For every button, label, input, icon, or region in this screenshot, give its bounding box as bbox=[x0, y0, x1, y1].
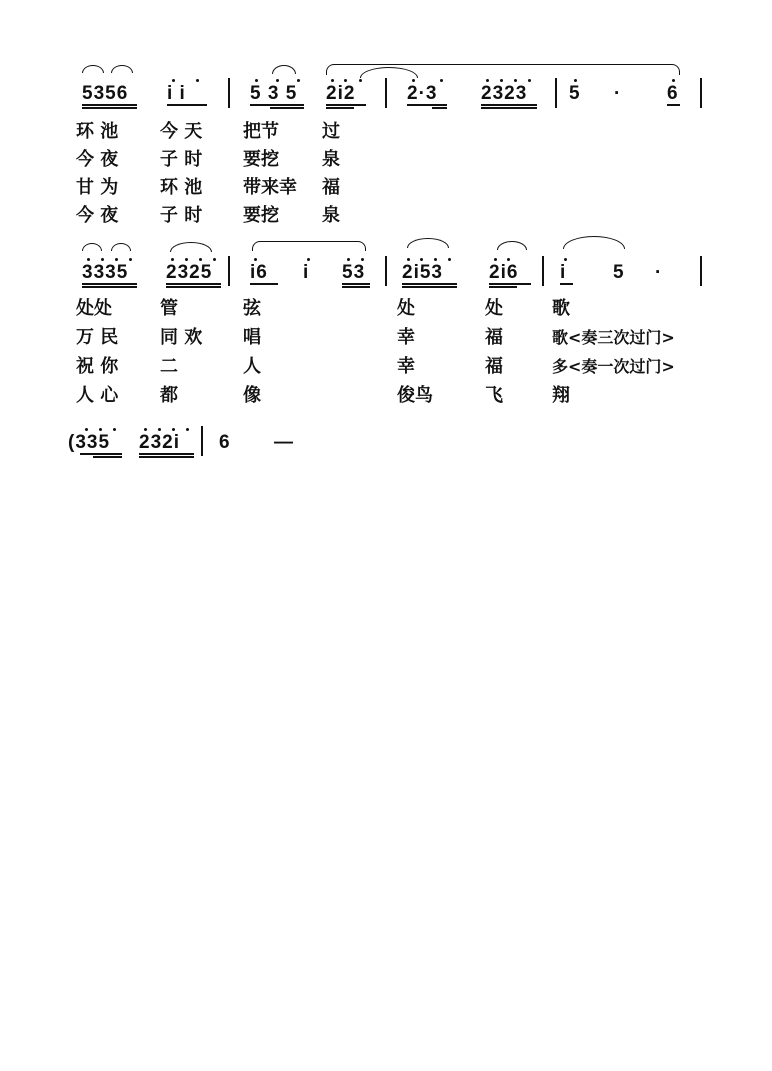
dot-extension: · bbox=[655, 262, 663, 283]
note: i bbox=[303, 262, 310, 283]
note: 5 bbox=[569, 83, 581, 104]
note-group: 2323 bbox=[481, 83, 528, 104]
note-group: (335 bbox=[68, 432, 111, 453]
lyric: 子 时 bbox=[160, 205, 203, 226]
lyric: 飞 bbox=[485, 385, 503, 406]
lyric: 泉 bbox=[322, 205, 340, 226]
note: i bbox=[560, 262, 567, 283]
lyric: 处处 bbox=[76, 298, 112, 319]
dash-extension: — bbox=[274, 432, 294, 453]
lyric: 处 bbox=[397, 298, 415, 319]
lyric: 俊鸟 bbox=[397, 385, 433, 406]
lyric: 翔 bbox=[552, 385, 570, 406]
lyric: 带来幸 bbox=[243, 177, 297, 198]
barline bbox=[228, 78, 230, 108]
note-group: 2325 bbox=[166, 262, 213, 283]
note-group: 2i6 bbox=[489, 262, 519, 283]
lyric: 要挖 bbox=[243, 149, 279, 170]
lyric: 唱 bbox=[243, 327, 261, 348]
lyric: 要挖 bbox=[243, 205, 279, 226]
slur bbox=[82, 65, 104, 73]
note-group: i6 bbox=[250, 262, 268, 283]
note-group: i i bbox=[167, 83, 186, 104]
barline bbox=[555, 78, 557, 108]
note-group: 5 3 5 bbox=[250, 83, 298, 104]
lyric: 人 bbox=[243, 356, 261, 377]
note-group: 3335 bbox=[82, 262, 129, 283]
lyric: 甘 为 bbox=[76, 177, 119, 198]
lyric: 子 时 bbox=[160, 149, 203, 170]
lyric: 今 天 bbox=[160, 121, 203, 142]
lyric: 同 欢 bbox=[160, 327, 203, 348]
note-group: 2i2 bbox=[326, 83, 356, 104]
lyric: 环 池 bbox=[160, 177, 203, 198]
lyric: 今 夜 bbox=[76, 149, 119, 170]
lyric: 都 bbox=[160, 385, 178, 406]
lyric: 弦 bbox=[243, 298, 261, 319]
lyric: 福 bbox=[485, 356, 503, 377]
lyric: 歌 bbox=[552, 298, 570, 319]
note-group: 2·3 bbox=[407, 83, 438, 104]
dot-extension: · bbox=[614, 83, 622, 104]
lyric: 像 bbox=[243, 385, 261, 406]
lyric: 歌<奏三次过门> bbox=[552, 328, 675, 347]
lyric: 管 bbox=[160, 298, 178, 319]
lyric: 祝 你 bbox=[76, 356, 119, 377]
lyric: 过 bbox=[322, 121, 340, 142]
lyric: 幸 bbox=[397, 356, 415, 377]
slur bbox=[111, 65, 133, 73]
barline bbox=[700, 78, 702, 108]
lyric: 环 池 bbox=[76, 121, 119, 142]
slur bbox=[272, 65, 296, 74]
lyric: 泉 bbox=[322, 149, 340, 170]
note: 5 bbox=[613, 262, 625, 283]
note-group: 5356 bbox=[82, 83, 129, 104]
barline bbox=[385, 78, 387, 108]
lyric: 福 bbox=[322, 177, 340, 198]
lyric: 万 民 bbox=[76, 327, 119, 348]
note: 6 bbox=[219, 432, 231, 453]
note-group: 232i bbox=[139, 432, 180, 453]
lyric: 福 bbox=[485, 327, 503, 348]
note: 6 bbox=[667, 83, 679, 104]
lyric: 幸 bbox=[397, 327, 415, 348]
lyric: 人 心 bbox=[76, 385, 119, 406]
lyric: 二 bbox=[160, 356, 178, 377]
lyric: 处 bbox=[485, 298, 503, 319]
lyric: 今 夜 bbox=[76, 205, 119, 226]
lyric: 多<奏一次过门> bbox=[552, 357, 675, 376]
lyric: 把节 bbox=[243, 121, 279, 142]
note-group: 2i53 bbox=[402, 262, 443, 283]
note-group: 53 bbox=[342, 262, 366, 283]
